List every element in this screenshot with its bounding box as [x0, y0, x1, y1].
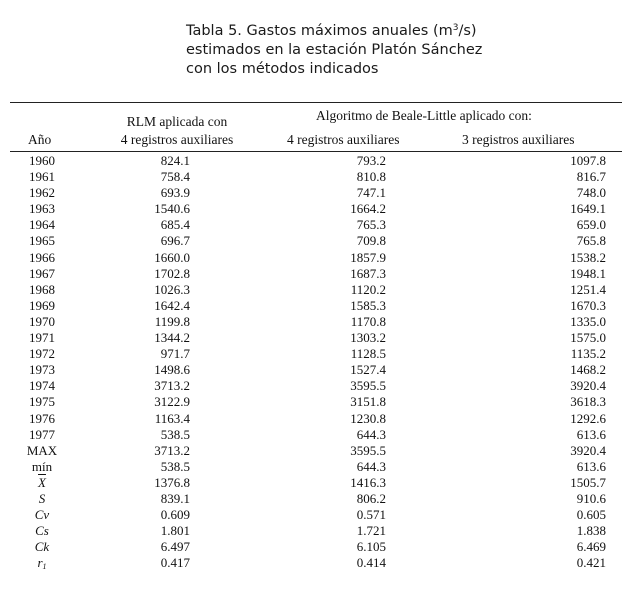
cell-year: 1970	[29, 313, 55, 329]
cell-year: 1974	[29, 378, 55, 394]
cell-bl4: 1170.8	[350, 313, 386, 329]
cell-bl4: 1416.3	[350, 474, 386, 490]
cell-bl3: 1575.0	[570, 330, 606, 346]
cell-bl3: 3920.4	[570, 442, 606, 458]
cell-rlm: 693.9	[160, 185, 190, 201]
header-beale-little-group: Algoritmo de Beale-Little aplicado con:	[316, 108, 532, 123]
header-rlm-line1: RLM aplicada con	[126, 114, 228, 129]
table-row	[10, 153, 622, 169]
table-row	[10, 282, 622, 298]
cell-year: 1975	[29, 394, 55, 410]
cell-bl3: 816.7	[576, 169, 606, 185]
cell-rlm: 1163.4	[154, 410, 190, 426]
cell-year: 1973	[29, 362, 55, 378]
stat-label-r1-main: r	[37, 555, 43, 571]
cell-bl3: 3920.4	[570, 378, 606, 394]
stat-label-cs: Cs	[35, 523, 49, 539]
cell-rlm: 839.1	[160, 490, 190, 506]
cell-rlm: 1498.6	[154, 362, 190, 378]
cell-bl4: 806.2	[356, 490, 386, 506]
cell-rlm: 1540.6	[154, 201, 190, 217]
cell-bl3: 659.0	[576, 217, 606, 233]
cell-rlm: 3713.2	[154, 378, 190, 394]
table-row	[10, 233, 622, 249]
cell-bl3: 0.421	[576, 555, 606, 571]
cell-year: 1968	[29, 281, 55, 297]
header-bl-4-registros: 4 registros auxiliares	[287, 132, 400, 147]
cell-rlm: 685.4	[160, 217, 190, 233]
table-row	[10, 411, 622, 427]
stat-row-cs	[10, 523, 622, 539]
cell-year: 1966	[29, 249, 55, 265]
cell-rlm: 1344.2	[154, 330, 190, 346]
cell-year: 1967	[29, 265, 55, 281]
table-row	[10, 378, 622, 394]
cell-bl4: 644.3	[356, 426, 386, 442]
cell-bl4: 644.3	[356, 458, 386, 474]
cell-bl4: 709.8	[356, 233, 386, 249]
cell-rlm: 696.7	[160, 233, 190, 249]
cell-year: 1969	[29, 297, 55, 313]
cell-bl3: 1292.6	[570, 410, 606, 426]
cell-rlm: 0.609	[160, 507, 190, 523]
cell-bl4: 1.721	[356, 523, 386, 539]
caption-line-1	[186, 22, 606, 41]
table-row	[10, 330, 622, 346]
cell-bl3: 613.6	[576, 426, 606, 442]
table-row	[10, 427, 622, 443]
cell-bl3: 1505.7	[570, 474, 606, 490]
table-header	[10, 103, 622, 151]
table-row	[10, 362, 622, 378]
stat-label-r1	[18, 555, 66, 571]
cell-rlm: 824.1	[160, 153, 190, 168]
cell-year: 1972	[29, 346, 55, 362]
cell-year: 1961	[29, 169, 55, 185]
caption-unit-superscript: 3	[452, 23, 459, 33]
cell-rlm: 1660.0	[154, 249, 190, 265]
cell-bl3: 1948.1	[570, 265, 606, 281]
cell-bl4: 0.571	[356, 507, 386, 523]
cell-bl4: 3151.8	[350, 394, 386, 410]
stat-label-min: mín	[31, 458, 53, 474]
cell-rlm: 1026.3	[154, 281, 190, 297]
cell-year: 1960	[29, 153, 55, 168]
caption-line-1-unit: /s)	[458, 23, 477, 39]
cell-bl3: 1538.2	[570, 249, 606, 265]
cell-bl4: 1230.8	[350, 410, 386, 426]
cell-year: 1976	[29, 410, 55, 426]
cell-bl3: 3618.3	[570, 394, 606, 410]
cell-bl4: 1585.3	[350, 297, 386, 313]
cell-bl4: 1664.2	[350, 201, 386, 217]
cell-rlm: 758.4	[160, 169, 190, 185]
table-row	[10, 298, 622, 314]
cell-rlm: 3122.9	[154, 394, 190, 410]
table-body	[10, 152, 622, 571]
stat-row-max	[10, 443, 622, 459]
cell-year: 1965	[29, 233, 55, 249]
table-row	[10, 250, 622, 266]
cell-rlm: 1376.8	[154, 474, 190, 490]
table-row	[10, 201, 622, 217]
header-rlm-line2: 4 registros auxiliares	[120, 132, 234, 147]
cell-rlm: 538.5	[160, 426, 190, 442]
cell-bl4: 810.8	[356, 169, 386, 185]
table-row	[10, 185, 622, 201]
header-bl-3-registros: 3 registros auxiliares	[462, 132, 575, 147]
cell-bl3: 765.8	[576, 233, 606, 249]
cell-rlm: 3713.2	[154, 442, 190, 458]
cell-bl4: 1857.9	[350, 249, 386, 265]
cell-rlm: 1199.8	[154, 313, 190, 329]
cell-bl4: 1303.2	[350, 330, 386, 346]
table-row	[10, 394, 622, 410]
stat-label-ck: Ck	[34, 539, 50, 555]
cell-bl3: 1468.2	[570, 362, 606, 378]
cell-bl4: 1128.5	[350, 346, 386, 362]
cell-bl3: 6.469	[576, 539, 606, 555]
header-year: Año	[28, 132, 52, 147]
cell-year: 1963	[29, 201, 55, 217]
stat-label-mean: $\overline{X}$	[38, 474, 46, 490]
table-row	[10, 314, 622, 330]
stat-label-r1-subscript: 1	[42, 562, 47, 572]
table-caption	[186, 22, 606, 79]
stat-row-cv	[10, 507, 622, 523]
table-row	[10, 169, 622, 185]
cell-rlm: 1642.4	[154, 297, 190, 313]
cell-bl3: 1670.3	[570, 297, 606, 313]
table-row	[10, 217, 622, 233]
stat-row-r1	[10, 555, 622, 571]
cell-rlm: 538.5	[160, 458, 190, 474]
cell-bl4: 3595.5	[350, 378, 386, 394]
cell-bl4: 1120.2	[350, 281, 386, 297]
cell-bl3: 748.0	[576, 185, 606, 201]
stat-row-ck	[10, 539, 622, 555]
stat-label-s: S	[38, 490, 46, 506]
cell-rlm: 1702.8	[154, 265, 190, 281]
cell-bl4: 765.3	[356, 217, 386, 233]
cell-bl3: 910.6	[576, 490, 606, 506]
stat-label-cv: Cv	[34, 507, 50, 523]
cell-bl3: 1649.1	[570, 201, 606, 217]
cell-rlm: 971.7	[160, 346, 190, 362]
cell-bl3: 0.605	[576, 507, 606, 523]
cell-bl4: 6.105	[356, 539, 386, 555]
cell-bl3: 1135.2	[570, 346, 606, 362]
cell-bl4: 747.1	[356, 185, 386, 201]
cell-bl3: 1251.4	[570, 281, 606, 297]
cell-rlm: 1.801	[160, 523, 190, 539]
caption-line-1-text: Tabla 5. Gastos máximos anuales (m	[186, 23, 453, 39]
cell-bl3: 1.838	[576, 523, 606, 539]
cell-year: 1971	[29, 330, 55, 346]
cell-bl4: 793.2	[356, 153, 386, 168]
table-row	[10, 266, 622, 282]
data-table	[10, 102, 622, 571]
cell-year: 1962	[29, 185, 55, 201]
cell-bl3: 613.6	[576, 458, 606, 474]
caption-line-2: estimados en la estación Platón Sánchez	[186, 42, 483, 58]
stat-label-max: MAX	[26, 442, 58, 458]
caption-line-3: con los métodos indicados	[186, 61, 379, 77]
stat-row-s	[10, 491, 622, 507]
cell-year: 1977	[29, 426, 55, 442]
stat-row-min	[10, 459, 622, 475]
cell-bl4: 1527.4	[350, 362, 386, 378]
cell-rlm: 6.497	[160, 539, 190, 555]
cell-bl3: 1335.0	[570, 313, 606, 329]
cell-rlm: 0.417	[160, 555, 190, 571]
cell-bl3: 1097.8	[570, 153, 606, 168]
table-row	[10, 346, 622, 362]
stat-row-mean	[10, 475, 622, 491]
cell-bl4: 1687.3	[350, 265, 386, 281]
cell-year: 1964	[29, 217, 55, 233]
cell-bl4: 3595.5	[350, 442, 386, 458]
cell-bl4: 0.414	[356, 555, 386, 571]
